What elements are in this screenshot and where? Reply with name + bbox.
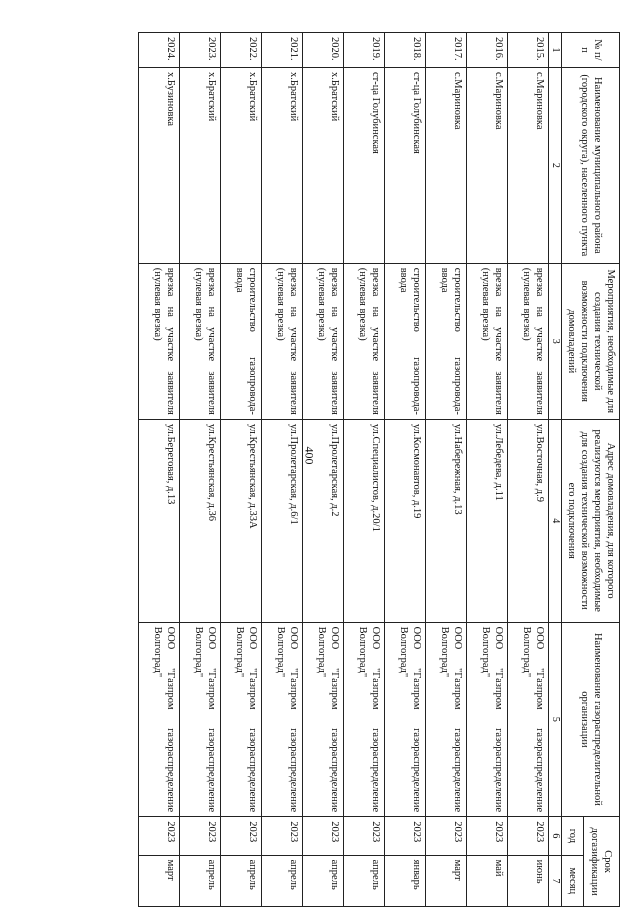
row-organization: ООО "Газпром газораспределение Волгоград": [180, 622, 221, 817]
column-number: 1: [549, 33, 563, 68]
table-row: [467, 33, 508, 907]
row-year: 2023: [426, 817, 467, 855]
header-year: год: [562, 817, 583, 855]
header-org: Наименование газораспределительной организации: [562, 622, 620, 817]
gasification-table: [138, 32, 620, 907]
row-month: апрель: [180, 855, 221, 906]
row-organization: ООО "Газпром газораспределение Волгоград": [467, 622, 508, 817]
row-organization: ООО "Газпром газораспределение Волгоград": [221, 622, 262, 817]
table-row: [221, 33, 262, 907]
row-address: ул.Пролетарская, д.6/1: [262, 419, 303, 622]
row-organization: ООО "Газпром газораспределение Волгоград": [508, 622, 549, 817]
row-organization: ООО "Газпром газораспределение Волгоград": [303, 622, 344, 817]
row-month: апрель: [303, 855, 344, 906]
row-number: 2020.: [303, 33, 344, 68]
row-address: ул.Набережная, д.13: [426, 419, 467, 622]
row-measure: строительство газопровода-ввода: [385, 263, 426, 419]
row-number: 2024.: [139, 33, 180, 68]
column-number: 5: [549, 622, 563, 817]
row-measure: строительство газопровода-ввода: [426, 263, 467, 419]
row-year: 2023: [303, 817, 344, 855]
row-month: март: [426, 855, 467, 906]
row-year: 2023: [508, 817, 549, 855]
row-number: 2017.: [426, 33, 467, 68]
row-address: ул.Лебедева, д.11: [467, 419, 508, 622]
row-number: 2015.: [508, 33, 549, 68]
row-locality: ст-ца Голубинская: [385, 67, 426, 263]
row-month: июнь: [508, 855, 549, 906]
row-locality: х.Братский: [221, 67, 262, 263]
row-measure: врезка на участке заявителя (нулевая врезка): [467, 263, 508, 419]
row-number: 2016.: [467, 33, 508, 68]
header-deadline: Срок догазификации: [583, 817, 619, 907]
row-number: 2022.: [221, 33, 262, 68]
row-number: 2023.: [180, 33, 221, 68]
header-district: Наименование муниципального района (городского округа), населенного пункта: [562, 67, 620, 263]
column-number: 2: [549, 67, 563, 263]
row-locality: ст-ца Голубинская: [344, 67, 385, 263]
row-organization: ООО "Газпром газораспределение Волгоград": [385, 622, 426, 817]
row-measure: врезка на участке заявителя (нулевая врезка): [344, 263, 385, 419]
row-measure: врезка на участке заявителя (нулевая врезка): [508, 263, 549, 419]
row-number: 2021.: [262, 33, 303, 68]
row-measure: врезка на участке заявителя (нулевая врезка): [180, 263, 221, 419]
row-number: 2018.: [385, 33, 426, 68]
table-row: [385, 33, 426, 907]
row-measure: врезка на участке заявителя (нулевая врезка): [303, 263, 344, 419]
row-month: май: [467, 855, 508, 906]
row-number: 2019.: [344, 33, 385, 68]
row-address: ул.Космонавтов, д.19: [385, 419, 426, 622]
row-address: ул.Пролетарская, д.2: [303, 419, 344, 622]
column-number: 7: [549, 855, 563, 906]
row-locality: х.Братский: [180, 67, 221, 263]
row-month: март: [139, 855, 180, 906]
row-organization: ООО "Газпром газораспределение Волгоград": [139, 622, 180, 817]
row-locality: с.Мариновка: [467, 67, 508, 263]
column-number: 6: [549, 817, 563, 855]
row-locality: х.Братский: [262, 67, 303, 263]
row-measure: строительство газопровода-ввода: [221, 263, 262, 419]
table-row: [303, 33, 344, 907]
row-measure: врезка на участке заявителя (нулевая врезка): [139, 263, 180, 419]
table-row: [344, 33, 385, 907]
table-row: [508, 33, 549, 907]
row-locality: с.Мариновка: [426, 67, 467, 263]
row-year: 2023: [467, 817, 508, 855]
row-year: 2023: [221, 817, 262, 855]
header-measures: Мероприятия, необходимые для создания технической возможности подключения домовладений: [562, 263, 620, 419]
header-no: № п/п: [562, 33, 620, 68]
row-locality: с.Мариновка: [508, 67, 549, 263]
row-address: ул.Береговая, д.13: [139, 419, 180, 622]
row-month: апрель: [344, 855, 385, 906]
row-month: апрель: [221, 855, 262, 906]
row-month: апрель: [262, 855, 303, 906]
table-row: [139, 33, 180, 907]
header-address: Адрес домовладения, для которого реализуются мероприятия, необходимые для создания технической возможности его подключения: [562, 419, 620, 622]
row-year: 2023: [385, 817, 426, 855]
row-address: ул.Специалистов, д.20/1: [344, 419, 385, 622]
row-address: ул.Восточная, д.9: [508, 419, 549, 622]
row-organization: ООО "Газпром газораспределение Волгоград": [344, 622, 385, 817]
column-number: 3: [549, 263, 563, 419]
rotated-page: [93, 32, 620, 907]
row-address: ул.Крестьянская, д.36: [180, 419, 221, 622]
row-year: 2023: [180, 817, 221, 855]
header-month: месяц: [562, 855, 583, 906]
table-row: [262, 33, 303, 907]
row-organization: ООО "Газпром газораспределение Волгоград": [262, 622, 303, 817]
row-organization: ООО "Газпром газораспределение Волгоград": [426, 622, 467, 817]
row-year: 2023: [139, 817, 180, 855]
column-number: 4: [549, 419, 563, 622]
row-measure: врезка на участке заявителя (нулевая врезка): [262, 263, 303, 419]
column-number-row: [549, 33, 563, 907]
page-number: 400: [302, 446, 317, 465]
row-address: ул.Крестьянская, д.33А: [221, 419, 262, 622]
row-month: январь: [385, 855, 426, 906]
row-year: 2023: [262, 817, 303, 855]
table-row: [180, 33, 221, 907]
table-row: [426, 33, 467, 907]
row-year: 2023: [344, 817, 385, 855]
row-locality: х.Бузиновка: [139, 67, 180, 263]
row-locality: х.Братский: [303, 67, 344, 263]
